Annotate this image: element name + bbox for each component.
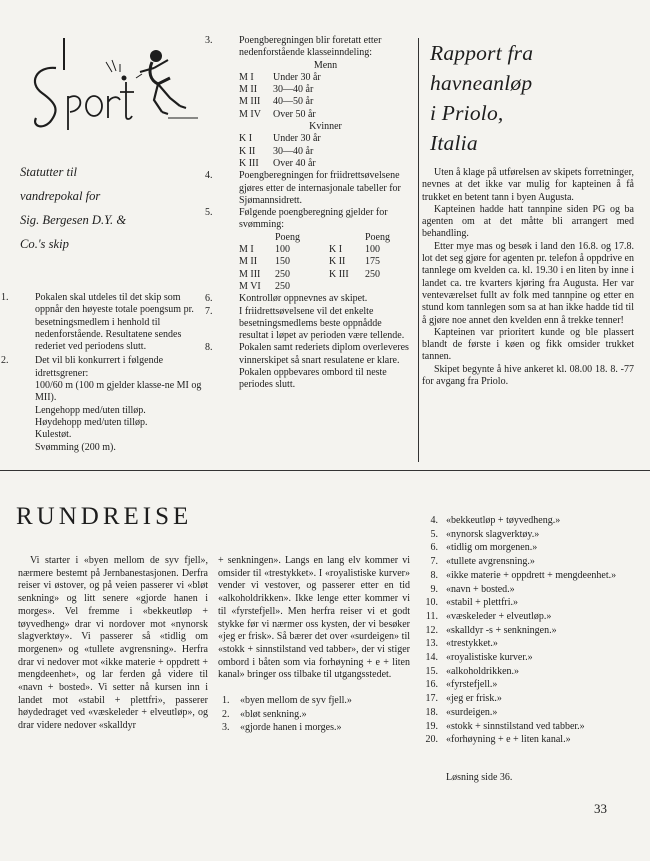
rundreise-text-col1: Vi starter i «byen mellom de syv fjell», nærmere bestemt på Jernbanestasjonen. Derfra reiser vi østover, og på veien passerer vi «bløt senkning» og litt senere «gjorde hanen i morges». Vel fremme i «bekkeutløp + tøyvedheng» drar vi nordover mot «nynorsk slagverktøy». Vi passerer så «tidlig om morgenen» og «tullete avgrensning». Herfra drar vi nedover mot «ikke materie + oppdrett + mengdeenhet», og lar ferden gå videre til «navn + bosted». Vi setter nå kursen inn i landet mot «stabil + plettfri», passerer høydedraget ved «væskeleder + elveutløp», og drar videre nedover «skalldyr: [18, 555, 208, 732]
clue-item: 18. «surdeigen.»: [425, 706, 498, 718]
clue-item: 5. «nynorsk slagverktøy.»: [430, 528, 540, 540]
class-row: K I Under 30 år: [239, 133, 321, 145]
clue-item: 15. «alkoholdrikken.»: [425, 665, 520, 677]
paragraph: Kapteinen hadde hatt tannpine siden PG og ba agenten om at det måtte bli arrangert med behandling.: [422, 203, 634, 240]
class-row: M I Under 30 år: [239, 71, 321, 83]
rule-item: 2. Det vil bli konkurrert i følgende idrettsgrener:: [1, 355, 164, 379]
clue-item: 4. «bekkeutløp + tøyvedheng.»: [430, 515, 561, 526]
discipline: Høydehopp med/uten tilløp.: [35, 416, 148, 428]
clue-item: 20. «forhøyning + e + liten kanal.»: [425, 734, 571, 746]
rule-item: 1. Pokalen skal utdeles til det skip som oppnår den høyeste totale poengsum pr. besetningsmedlem i henhold til nedenforstående. Resultatene sendes rederiet ved periodens slutt.: [1, 292, 194, 353]
paragraph: Etter mye mas og besøk i land den 16.8. og 17.8. lot det seg gjøre for agenten pr. telefon å oppdrive en tannlege om kvelden ca. kl. 19.30 i en liten by inne i landet ca. tre kvarters kjøring fra Augusta. Her var venteværelset fullt av folk med tannpine og etter en stund kom tannlegen som sa at han ikke hadde tid til å gjøre noe annet den kvelden enn å trekke tenner!: [422, 240, 634, 326]
rapport-body: [422, 167, 634, 388]
rule-item: 6. Kontrollør oppnevnes av skipet.: [205, 293, 368, 305]
paragraph: Uten å klage på utførelsen av skipets forretninger, nevnes at det ikke var mulig for kapteinen å få trukket en betent tann i byen Augusta.: [422, 167, 634, 203]
discipline: 100/60 m (100 m gjelder klasse-ne MI og MII).: [35, 380, 202, 404]
class-row: K II 30—40 år: [239, 145, 314, 157]
paragraph: Kapteinen var prioritert kunde og ble plassert blandt de første i køen og fikk omsider trukket tannen.: [422, 326, 634, 363]
rules-middle-column: [205, 35, 412, 392]
clue-item: 11. «væskeleder + elveutløp.»: [425, 610, 552, 622]
clue-item: 2. «bløt senkning.»: [222, 708, 307, 720]
clue-item: 1. «byen mellom de syv fjell.»: [222, 695, 352, 707]
discipline: Lengehopp med/uten tilløp.: [35, 404, 146, 416]
sport-logo: [28, 38, 203, 138]
poeng-header: Poeng: [275, 231, 300, 243]
clue-item: 9. «navn + bosted.»: [430, 583, 515, 595]
clue-item: 19. «stokk + sinnstilstand ved tabber.»: [425, 720, 585, 732]
clue-item: 13. «trestykket.»: [425, 638, 498, 650]
paragraph: Skipet begynte å hive ankeret kl. 08.00 18. 8. -77 for avgang fra Priolo.: [422, 363, 634, 388]
rule-item: 8. Pokalen samt rederiets diplom overleveres vinnerskipet så snart resulatene er klare. Pokalen oppbevares ombord til neste periodes slutt.: [205, 342, 409, 391]
poeng-table: Poeng Poeng M I 100 K I 100 M II 150 K II 175 M III 250 K III 250 M VI 250: [222, 232, 412, 293]
section-divider: [0, 470, 650, 471]
clue-item: 14. «royalistiske kurver.»: [425, 652, 533, 664]
rapport-title: Rapport fra havneanløp i Priolo, Italia: [430, 41, 534, 155]
discipline: Kulestøt.: [35, 429, 72, 441]
statutter-heading: [20, 160, 200, 256]
rules-left-column: [1, 292, 210, 454]
clue-item: 12. «skalldyr -s + senkningen.»: [425, 624, 557, 636]
page-number: 33: [594, 801, 607, 816]
clue-item: 10. «stabil + plettfri.»: [425, 597, 519, 609]
clue-list-b: [418, 514, 628, 747]
kvinner-header: Kvinner: [309, 121, 342, 133]
class-table: [222, 60, 412, 171]
menn-header: Menn: [313, 59, 338, 71]
rule-item: 3. Poengberegningen blir foretatt etter nedenforstående klasseinndeling:: [205, 35, 382, 59]
class-row: M III 40—50 år: [239, 96, 314, 108]
rule-item: 4. Poengberegningen for friidrettsøvelsene gjøres etter de internasjonale tabeller for Sjømannsidrett.: [205, 170, 401, 206]
statutter-line: vandrepokal for: [20, 189, 101, 203]
column-divider: [418, 38, 419, 462]
clue-item: 8. «ikke materie + oppdrett + mengdeenhet.»: [430, 569, 617, 581]
rule-item: 7. I friidrettsøvelsene vil det enkelte besetningsmedlems beste oppnådde resultat i løpet av perioden være tellende.: [205, 305, 405, 342]
statutter-line: Statutter til: [20, 165, 78, 179]
class-row: K III Over 40 år: [239, 157, 316, 169]
statutter-line: Co.'s skip: [20, 237, 69, 251]
statutter-line: Sig. Bergesen D.Y. &: [20, 213, 127, 227]
rundreise-title: RUNDREISE: [16, 503, 193, 530]
rule-item: 5. Følgende poengberegning gjelder for svømming:: [205, 207, 388, 231]
clue-item: 17. «jeg er frisk.»: [425, 693, 502, 705]
clue-item: 16. «fyrstefjell.»: [425, 679, 498, 691]
solution-reference: Løsning side 36.: [446, 772, 513, 783]
clue-item: 6. «tidlig om morgenen.»: [430, 542, 538, 554]
discipline: Svømming (200 m).: [35, 441, 116, 453]
class-row: M IV Over 50 år: [239, 108, 316, 120]
class-row: M II 30—40 år: [239, 84, 314, 96]
clue-item: 3. «gjorde hanen i morges.»: [222, 722, 342, 734]
clue-list-a: [222, 694, 410, 735]
rundreise-text-col2: + senkningen». Langs en lang elv kommer vi omsider til «trestykket». I «royalistiske kurver» vender vi vestover, og passerer etter en tid «alkoholdrikken». Ikke lenge etter kommer vi til «fyrstefjell». Men herfra reiser vi et godt stykke før vi nærmer oss kysten, der vi besøker «jeg er frisk». Så bærer det over «surdeigen» til «stokk + sinnstilstand ved tabber», der vi stiger ombord i båten som via forhøyning + e + liten kanal» bringer oss tilbake til utgangsstedet. 1. «byen mellom de syv fjell.» 2. «bløt senkning.» 3. «gjorde hanen i morges.»: [218, 555, 410, 734]
sport-logo-icon: [28, 38, 203, 138]
poeng-header: Poeng: [365, 231, 390, 243]
clue-item: 7. «tullete avgrensning.»: [430, 556, 535, 568]
